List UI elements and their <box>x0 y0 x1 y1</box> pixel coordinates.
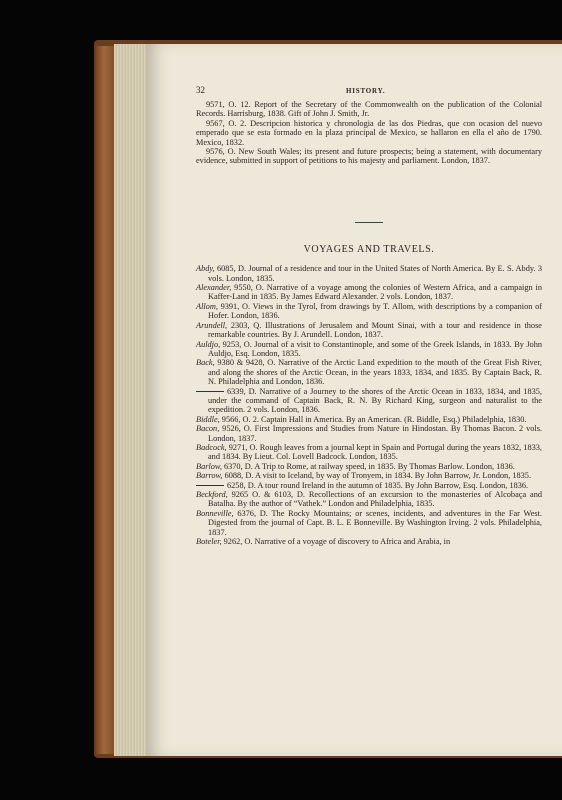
travel-entry <box>196 509 542 537</box>
page-edges <box>114 44 148 756</box>
running-head <box>196 86 542 100</box>
travel-entry <box>196 415 542 424</box>
page-number: 32 <box>196 85 205 95</box>
history-entry: 9576, O. New South Wales; its present and future prospects; being a statement, with documentary evidence, submitted in support of petitions to his majesty and parliament. London, 1837. <box>196 147 542 166</box>
entry-text: 9380 & 9428, O. Narrative of the Arctic Land expedition to the mouth of the Great Fish River, and along the shores of the Arctic Ocean, in the years 1833, 1834, and 1835. By Captain Back, R. N. Philadelphia and London, 1836. <box>208 358 542 387</box>
travel-entry <box>196 340 542 359</box>
travel-entry <box>196 424 542 443</box>
travel-entry <box>196 302 542 321</box>
entry-author: Barrow, <box>196 471 223 481</box>
entry-author: Allom, <box>196 301 218 311</box>
book-binding-edge <box>96 46 116 754</box>
entry-text: 9271, O. Rough leaves from a journal kept in Spain and Portugal during the years 1832, 1833, and 1834. By Lieut. Col. Lovell Badcock. London, 1835. <box>208 442 542 462</box>
page-text <box>196 86 542 546</box>
entry-text: 6088, D. A visit to Iceland, by way of Tronyem, in 1834. By John Barrow, Jr. London, 1835. <box>222 471 532 481</box>
section-title: VOYAGES AND TRAVELS. <box>303 243 435 255</box>
entry-text: 9526, O. First Impressions and Studies from Nature in Hindostan. By Thomas Bacon. 2 vols. London, 1837. <box>208 424 542 443</box>
travel-entry <box>196 537 542 546</box>
entry-author: Biddle, <box>196 414 220 424</box>
travel-entry <box>196 481 542 490</box>
entry-text: 9566, O. 2. Captain Hall in America. By an American. (R. Biddle, Esq.) Philadelphia, 1830. <box>219 414 527 424</box>
travel-entry <box>196 283 542 302</box>
entry-author: Beckford, <box>196 490 228 499</box>
entry-text: 6376, D. The Rocky Mountains; or scenes, incidents, and adventures in the Far West. Digested from the journal of Capt. B. L. E Bonneville. By Washington Irving. 2 vols. Philadelphia, 1837. <box>208 508 542 537</box>
travel-entry <box>196 471 542 480</box>
ditto-dash <box>196 391 224 392</box>
travel-entry <box>196 387 542 415</box>
travel-entry <box>196 490 542 509</box>
entry-text: 9391, O. Views in the Tyrol, from drawings by T. Allom, with descriptions by a companion of Hofer. London, 1836. <box>208 301 542 321</box>
entry-author: Abdy, <box>196 264 215 274</box>
travel-entry <box>196 321 542 340</box>
travel-entries-list <box>196 264 542 546</box>
entry-text: 9253, O. Journal of a visit to Constantinople, and some of the Greek Islands, in 1833. By John Auldjo, Esq. London, 1835. <box>208 339 542 358</box>
entry-author: Boteler, <box>196 537 222 547</box>
entry-text: 9262, O. Narrative of a voyage of discovery to Africa and Arabia, in <box>221 537 451 547</box>
entry-author: Alexander, <box>196 283 232 293</box>
travel-entry <box>196 358 542 386</box>
entry-text: 6370, D. A Trip to Rome, at railway speed, in 1835. By Thomas Barlow. London, 1836. <box>221 461 515 471</box>
entry-author: Arundell, <box>196 320 228 330</box>
entry-author: Bacon, <box>196 424 220 434</box>
entry-text: 6258, D. A tour round Ireland in the autumn of 1835. By John Barrow, Esq. London, 1836. <box>227 480 529 490</box>
travel-entry <box>196 443 542 462</box>
travel-entry <box>196 462 542 471</box>
entry-author: Back, <box>196 358 215 368</box>
entry-text: 9550, O. Narrative of a voyage among the colonies of Western Africa, and a campaign in Kaffer-Land in 1835. By James Edward Alexander. 2 vols. London, 1837. <box>208 283 542 302</box>
running-title: HISTORY. <box>346 87 386 95</box>
entry-text: 6085, D. Journal of a residence and tour in the United States of North America. By E. S. Abdy. 3 vols. London, 1835. <box>208 264 542 283</box>
history-entry: 9571, O. 12. Report of the Secretary of the Commonwealth on the publication of the Colonial Records. Harrisburg, 1838. Gift of John J. Smith, Jr. <box>196 100 542 119</box>
entry-text: 9265 O. & 6103, D. Recollections of an excursion to the monasteries of Alcobaça and Batalha. By the author of “Vathek.” London and Philadelphia, 1835. <box>208 490 542 509</box>
ditto-dash <box>196 485 224 486</box>
entry-text: 2303, Q. Illustrations of Jerusalem and Mount Sinai, with a tour and residence in those remarkable countries. By J. Arundell. London, 1837. <box>208 320 542 340</box>
entry-author: Badcock, <box>196 442 227 452</box>
entry-author: Bonneville, <box>196 508 234 518</box>
entry-text: 6339, D. Narrative of a Journey to the shores of the Arctic Ocean in 1833, 1834, and 1835, under the command of Captain Back, R. N. By Richard King, surgeon and naturalist to the expedition. 2 vols. London, 1836. <box>208 386 542 415</box>
history-entry: 9567, O. 2. Descripcion historica y chronologia de las dos Piedras, que con ocasion del nuevo emperado que se esta formado en la plaza principal de Mexico, se hallaron en ella el año de 1790. Mexico, 1832. <box>196 118 542 147</box>
entry-author: Auldjo, <box>196 339 221 349</box>
entry-author: Barlow, <box>196 461 222 471</box>
travel-entry <box>196 264 542 283</box>
section-divider <box>355 222 383 223</box>
